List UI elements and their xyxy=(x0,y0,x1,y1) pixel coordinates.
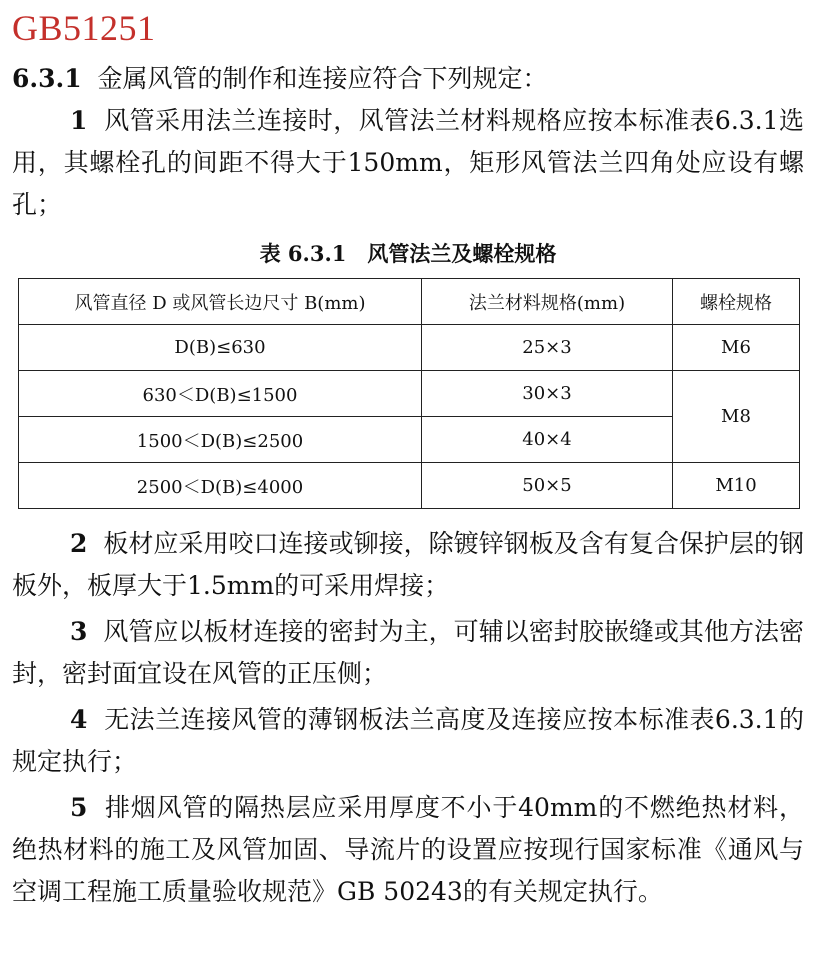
table-row xyxy=(19,463,800,509)
table-title: 表 6.3.1 风管法兰及螺栓规格 xyxy=(259,241,557,266)
clause-title: 金属风管的制作和连接应符合下列规定： xyxy=(97,64,548,93)
table-row xyxy=(19,325,800,371)
document-tag: GB51251 xyxy=(12,8,156,48)
table-cell-flange: 30×3 xyxy=(422,371,673,417)
table-header-bolt: 螺栓规格 xyxy=(673,279,800,325)
flange-bolt-table xyxy=(18,278,800,509)
item-5 xyxy=(12,787,804,913)
table-cell-size: 2500＜D(B)≤4000 xyxy=(19,463,422,509)
item-2-number: 2 xyxy=(70,529,88,558)
item-4 xyxy=(12,699,804,783)
table-cell-bolt: M10 xyxy=(673,463,800,509)
table-header-size: 风管直径 D 或风管长边尺寸 B(mm) xyxy=(19,279,422,325)
clause-content xyxy=(12,58,804,917)
item-5-number: 5 xyxy=(70,793,88,822)
item-list xyxy=(12,523,804,913)
table-header-row xyxy=(19,279,800,325)
table-cell-flange: 25×3 xyxy=(422,325,673,371)
table-cell-flange: 40×4 xyxy=(422,417,673,463)
item-5-text: 排烟风管的隔热层应采用厚度不小于40mm的不燃绝热材料，绝热材料的施工及风管加固、导流片的设置应按现行国家标准《通风与空调工程施工质量验收规范》GB 50243的有关规定执行。 xyxy=(12,793,804,906)
item-3-text: 风管应以板材连接的密封为主，可辅以密封胶嵌缝或其他方法密封，密封面宜设在风管的正压侧； xyxy=(12,617,804,688)
item-2-text: 板材应采用咬口连接或铆接，除镀锌钢板及含有复合保护层的钢板外，板厚大于1.5mm的可采用焊接； xyxy=(12,529,804,600)
table-cell-size: D(B)≤630 xyxy=(19,325,422,371)
table-cell-bolt: M8 xyxy=(673,371,800,463)
item-2 xyxy=(12,523,804,607)
item-4-text: 无法兰连接风管的薄钢板法兰高度及连接应按本标准表6.3.1的规定执行； xyxy=(12,705,804,776)
table-cell-size: 1500＜D(B)≤2500 xyxy=(19,417,422,463)
table-cell-flange: 50×5 xyxy=(422,463,673,509)
table-row xyxy=(19,371,800,417)
item-1 xyxy=(12,100,804,226)
clause-heading xyxy=(12,58,804,100)
table-header-flange: 法兰材料规格(mm) xyxy=(422,279,673,325)
table-cell-bolt: M6 xyxy=(673,325,800,371)
item-1-text: 风管采用法兰连接时，风管法兰材料规格应按本标准表6.3.1选用，其螺栓孔的间距不得大于150mm，矩形风管法兰四角处应设有螺孔； xyxy=(12,106,804,219)
table-cell-size: 630＜D(B)≤1500 xyxy=(19,371,422,417)
item-4-number: 4 xyxy=(70,705,88,734)
item-3-number: 3 xyxy=(70,617,88,646)
item-3 xyxy=(12,611,804,695)
item-1-number: 1 xyxy=(70,106,88,135)
clause-number: 6.3.1 xyxy=(12,64,82,93)
